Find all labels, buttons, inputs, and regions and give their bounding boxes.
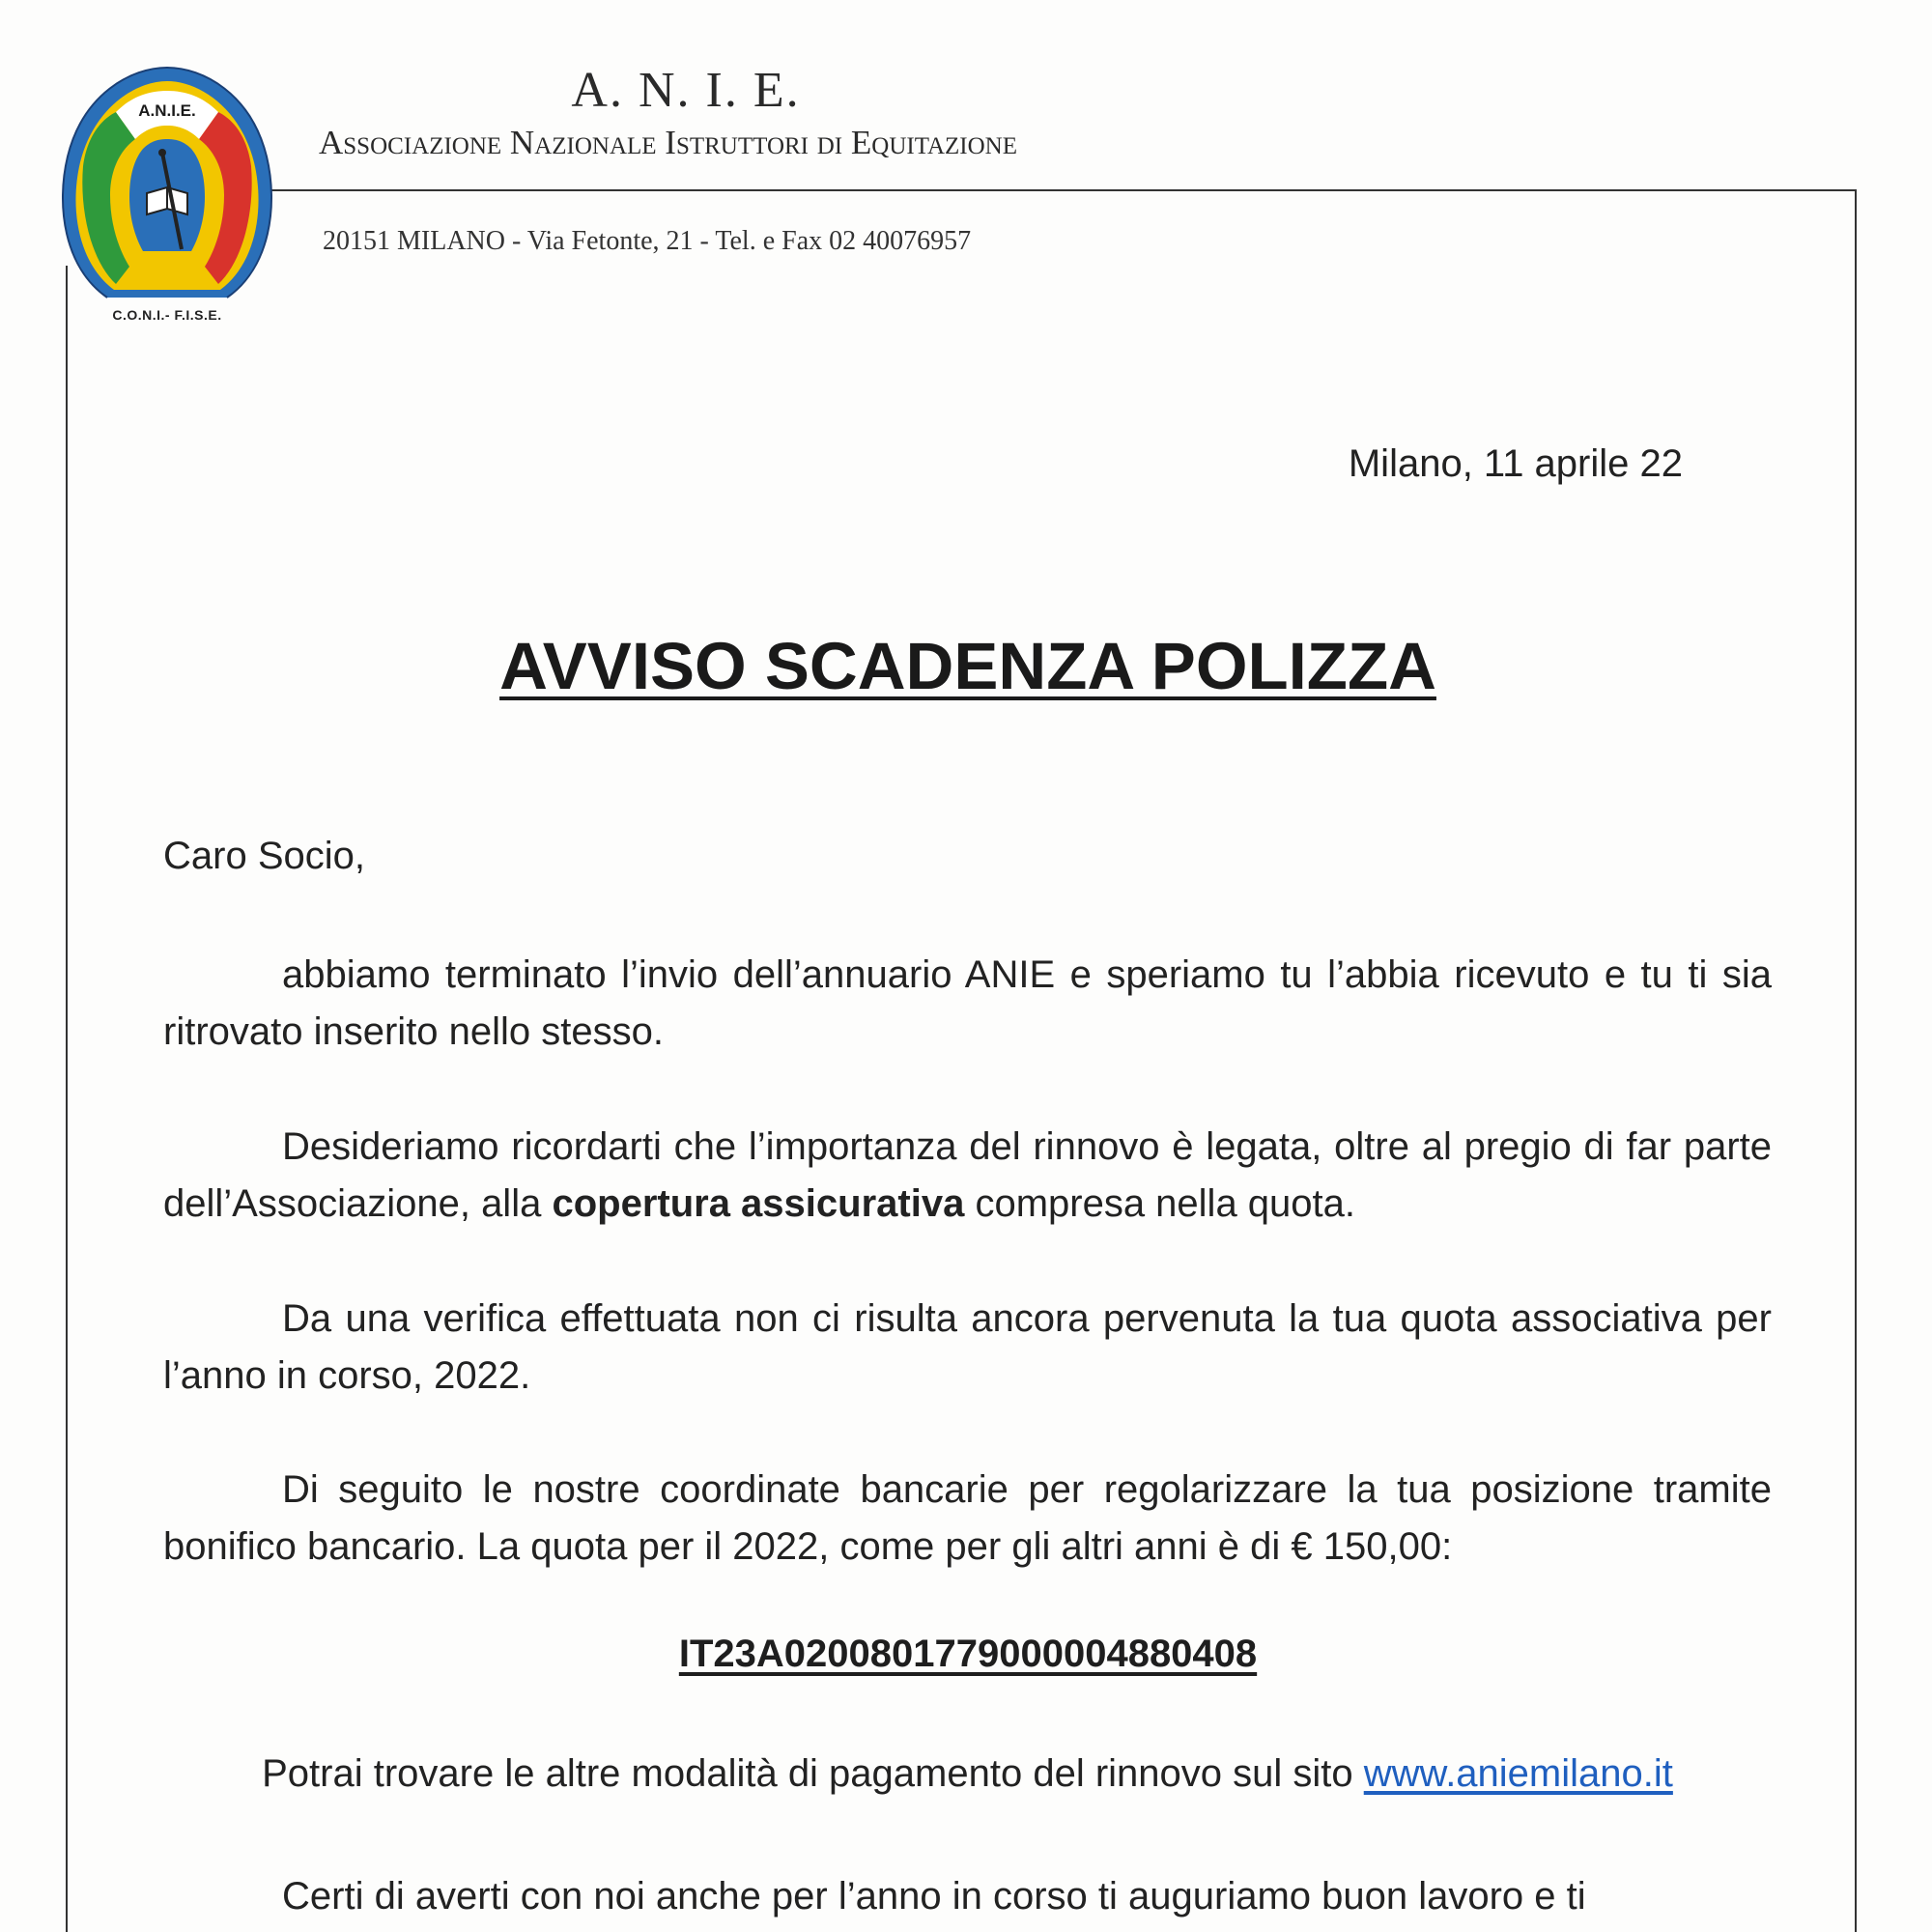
paragraph-verifica: Da una verifica effettuata non ci risulta ancora pervenuta la tua quota associativa per l’anno in corso, 2022. [163,1297,1772,1397]
payment-info [163,1752,1772,1796]
copertura-assicurativa-bold: copertura assicurativa [552,1182,965,1225]
letter-title: AVVISO SCADENZA POLIZZA [499,629,1436,703]
closing-paragraph: Certi di averti con noi anche per l’anno in corso ti auguriamo buon lavoro e ti [282,1875,1586,1918]
website-link[interactable]: www.aniemilano.it [1363,1752,1673,1795]
paragraph-annuario: abbiamo terminato l’invio dell’annuario ANIE e speriamo tu l’abbia ricevuto e tu ti sia ritrovato inserito nello stesso. [163,953,1772,1053]
paragraph-rinnovo-text-2: compresa nella quota. [964,1182,1356,1225]
paragraph-rinnovo [163,1119,1772,1233]
logo-badge-text: A.N.I.E. [138,101,196,120]
anie-logo [54,60,280,340]
org-acronym: A. N. I. E. [571,63,801,118]
payment-text: Potrai trovare le altre modalità di pagamento del rinnovo sul sito [262,1752,1364,1795]
paragraph-rinnovo-text-1: Desideriamo ricordarti che l’importanza del rinnovo è legata, oltre al pregio di far parte dell’Associazione, alla [163,1125,1772,1225]
iban-code: IT23A0200801779000004880408 [678,1633,1258,1675]
frame-top-line [270,189,1855,191]
frame-left-line [66,266,68,1932]
org-full-name: Associazione Nazionale Istruttori di Equitazione [319,124,1017,161]
org-address: 20151 MILANO - Via Fetonte, 21 - Tel. e Fax 02 40076957 [323,226,972,256]
salutation: Caro Socio, [163,835,365,877]
frame-right-line [1855,189,1857,1932]
paragraph-coordinate: Di seguito le nostre coordinate bancarie per regolarizzare la tua posizione tramite bonifico bancario. La quota per il 2022, come per gli altri anni è di € 150,00: [163,1468,1772,1568]
letter-date: Milano, 11 aprile 22 [1348,442,1683,485]
logo-caption: C.O.N.I.- F.I.S.E. [112,307,222,323]
